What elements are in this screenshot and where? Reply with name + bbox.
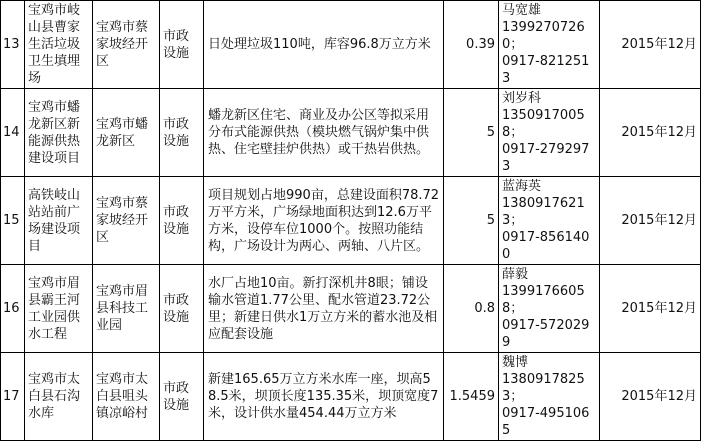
project-content: 新建165.65万立方米水库一座，坝高58.5米，坝顶长度135.35米，坝顶宽度7米，设计供水量454.44万立方米 [204, 353, 444, 441]
project-name: 宝鸡市蟠龙新区新能源供热建设项目 [25, 89, 93, 177]
project-content: 日处理垃圾110吨，库容96.8万立方米 [204, 1, 444, 89]
project-content: 水厂占地10亩。新打深机井8眼；铺设输水管道1.77公里、配水管道23.72公里；新建日供水1万立方米的蓄水池及相应配套设施 [204, 265, 444, 353]
contact-mobile: 13991766058； [502, 284, 585, 316]
project-investment: 1.5459 [444, 353, 499, 441]
contact-name: 薛毅 [502, 267, 529, 282]
contact-phone: 0917-5720299 [502, 318, 590, 350]
contact-mobile: 13809178253； [502, 372, 585, 404]
project-category: 市政设施 [160, 177, 204, 265]
contact-phone: 0917-8212513 [502, 54, 590, 86]
project-contact [499, 1, 600, 89]
row-number: 13 [1, 1, 25, 89]
row-number: 17 [1, 353, 25, 441]
table-row [1, 353, 701, 441]
project-investment: 5 [444, 177, 499, 265]
contact-name: 魏博 [502, 355, 529, 370]
project-contact [499, 177, 600, 265]
project-date: 2015年12月 [600, 353, 701, 441]
project-date: 2015年12月 [600, 265, 701, 353]
project-contact [499, 89, 600, 177]
contact-phone: 0917-4951065 [502, 406, 590, 438]
row-number: 15 [1, 177, 25, 265]
contact-name: 蓝海英 [502, 179, 542, 194]
project-investment: 5 [444, 89, 499, 177]
contact-name: 刘岁科 [502, 91, 542, 106]
project-contact [499, 265, 600, 353]
row-number: 16 [1, 265, 25, 353]
project-location: 宝鸡市太白县咀头镇凉峪村 [93, 353, 160, 441]
project-name: 宝鸡市眉县霸王河工业园供水工程 [25, 265, 93, 353]
project-content: 蟠龙新区住宅、商业及办公区等拟采用分布式能源供热（模块燃气锅炉集中供热、住宅壁挂炉供热）或干热岩供热。 [204, 89, 444, 177]
project-category: 市政设施 [160, 1, 204, 89]
project-category: 市政设施 [160, 89, 204, 177]
project-category: 市政设施 [160, 265, 204, 353]
project-date: 2015年12月 [600, 177, 701, 265]
project-location: 宝鸡市蔡家坡经开区 [93, 177, 160, 265]
table-row [1, 1, 701, 89]
project-location: 宝鸡市蔡家坡经开区 [93, 1, 160, 89]
row-number: 14 [1, 89, 25, 177]
table-row [1, 265, 701, 353]
project-investment: 0.8 [444, 265, 499, 353]
project-location: 宝鸡市眉县科技工业园 [93, 265, 160, 353]
project-date: 2015年12月 [600, 89, 701, 177]
contact-mobile: 13992707260； [502, 20, 585, 52]
project-date: 2015年12月 [600, 1, 701, 89]
project-name: 高铁岐山站站前广场建设项目 [25, 177, 93, 265]
project-name: 宝鸡市岐山县曹家生活垃圾卫生填埋场 [25, 1, 93, 89]
project-category: 市政设施 [160, 353, 204, 441]
project-contact [499, 353, 600, 441]
project-investment: 0.39 [444, 1, 499, 89]
contact-name: 马宽雄 [502, 3, 542, 18]
project-name: 宝鸡市太白县石沟水库 [25, 353, 93, 441]
project-content: 项目规划占地990亩，总建设面积78.72万平方米，广场绿地面积达到12.6万平方米，设停车位1000个。按照功能结构，广场设计为两心、两轴、八片区。 [204, 177, 444, 265]
contact-mobile: 13809176213； [502, 196, 585, 228]
contact-phone: 0917-2792973 [502, 142, 590, 174]
table-row [1, 89, 701, 177]
project-location: 宝鸡市蟠龙新区 [93, 89, 160, 177]
contact-phone: 0917-8561400 [502, 230, 590, 262]
table-row [1, 177, 701, 265]
contact-mobile: 13509170058； [502, 108, 585, 140]
